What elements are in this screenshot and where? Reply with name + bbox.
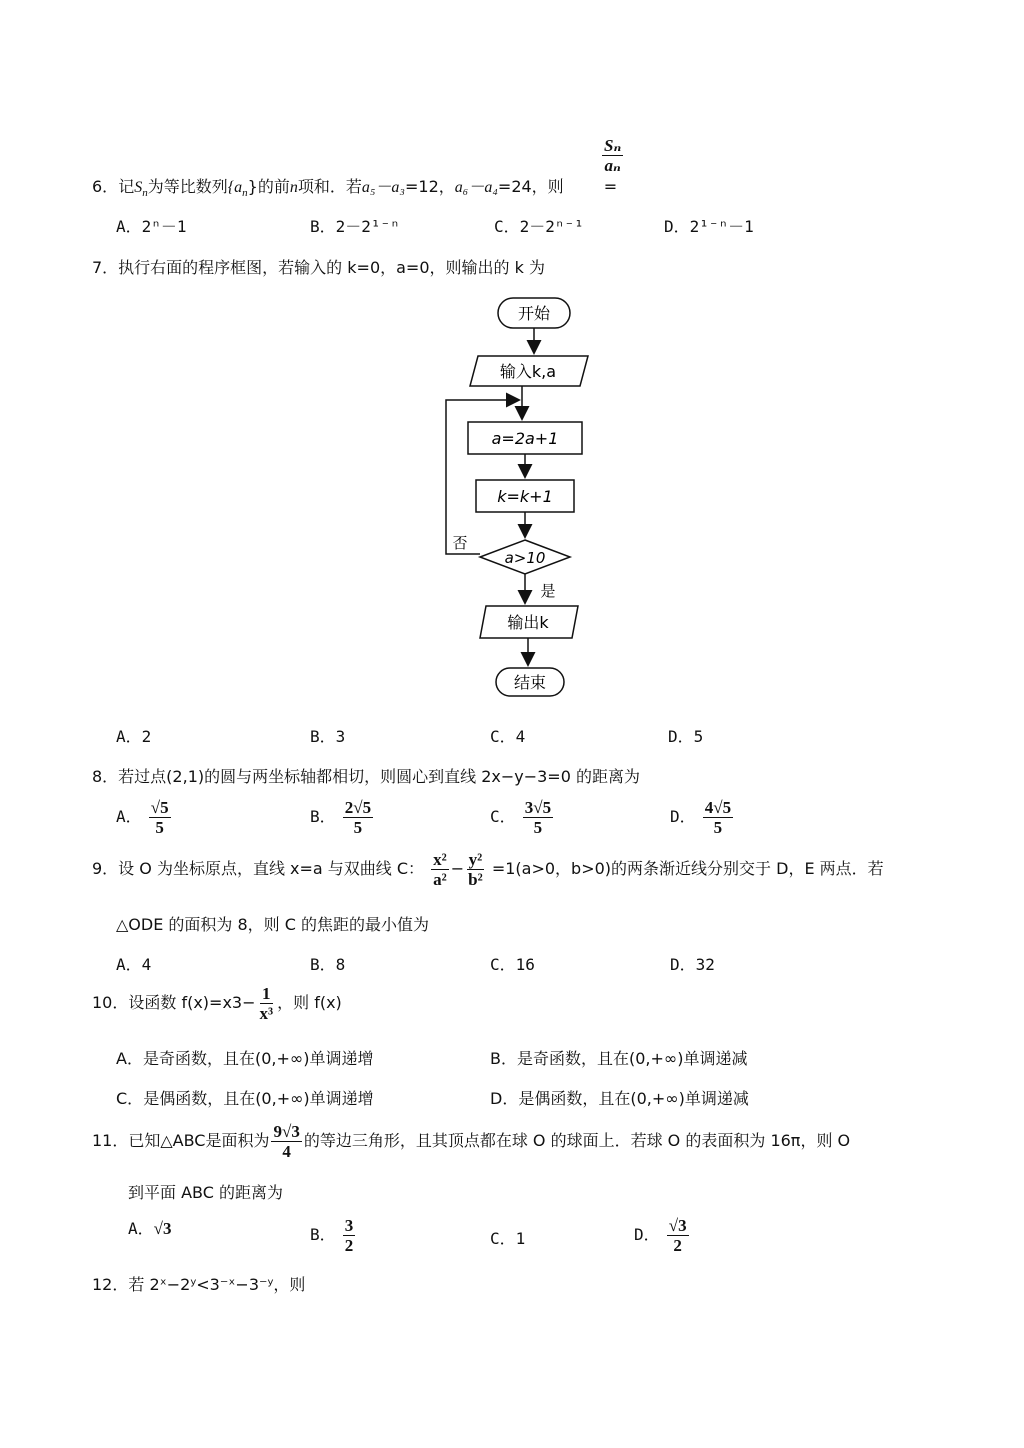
q6-seq-close: } (247, 177, 258, 196)
q6-seq-sub: n (242, 187, 248, 200)
q9-option-b: B．8 (310, 955, 346, 974)
q6-seq: {a (227, 179, 243, 196)
q9-stem (92, 850, 884, 889)
q7-option-b: B．3 (310, 727, 346, 746)
q6-option-b: B．2－2¹⁻ⁿ (310, 217, 400, 236)
q9-frac-x: $\frac{\text{x²}}{\text{a²}}$ (433, 850, 447, 889)
q7-option-d: D．5 (668, 727, 704, 746)
q6-Sn-sub: n (142, 187, 148, 200)
q11-option-b: B． $\frac{3}{2}$ (310, 1216, 354, 1255)
q8-option-b: B． $\frac{2√5}{5}$ (310, 798, 372, 837)
q9-minus: − (450, 859, 465, 878)
q7-flowchart (410, 290, 610, 700)
q6-fraction (602, 136, 623, 175)
q6-text-0: 记 (118, 177, 135, 196)
q6-text-5: =24，则 (497, 177, 564, 196)
q7-option-a: A．2 (116, 727, 152, 746)
q6-frac-numerator: Sₙ (604, 136, 622, 155)
flow-step1-label: a=2a+1 (491, 429, 559, 448)
q11-stem (92, 1122, 850, 1161)
q6-number: 6． (92, 177, 119, 196)
q9-option-d: D．32 (670, 955, 715, 974)
q10-stem (92, 984, 342, 1023)
q8-option-a: A． $\frac{√5}{5}$ (116, 798, 169, 837)
flow-no-label: 否 (452, 534, 468, 552)
q6-text-6: = (603, 177, 618, 196)
q9-text-b: =1(a>0，b>0)的两条渐近线分别交于 D，E 两点．若 (491, 859, 884, 878)
q11-text-b: 的等边三角形，且其顶点都在球 O 的球面上．若球 O 的表面积为 16π，则 O (303, 1131, 851, 1150)
q9-option-a: A．4 (116, 955, 152, 974)
flow-output-label: 输出k (507, 613, 549, 632)
q6-a5a3: a₅－a₃ (361, 179, 405, 196)
q6-text-2: 的前 (257, 177, 290, 196)
q9-frac-y: $\frac{\text{y²}}{\text{b²}}$ (468, 850, 483, 889)
q10-text-b: ，则 f(x) (277, 993, 342, 1012)
q6-text-4: =12， (404, 177, 455, 196)
q10-option-a: A．是奇函数，且在(0,+∞)单调递增 (116, 1049, 374, 1068)
flow-end-label: 结束 (513, 673, 547, 692)
q8-option-d: D． $\frac{4√5}{5}$ (670, 798, 732, 837)
q9-option-c: C．16 (490, 955, 535, 974)
q12-stem: 12．若 2ˣ−2ʸ<3⁻ˣ−3⁻ʸ，则 (92, 1275, 306, 1294)
q11-text-a: 11．已知△ABC是面积为 (92, 1131, 270, 1150)
q9-text-a: 9．设 O 为坐标原点，直线 x=a 与双曲线 C： (92, 859, 425, 878)
q6-a6a4: a₆－a₄ (454, 179, 498, 196)
q11-option-d: D． $\frac{√3}{2}$ (634, 1216, 687, 1255)
q11-line2: 到平面 ABC 的距离为 (128, 1183, 283, 1202)
q7-option-c: C．4 (490, 727, 526, 746)
flow-step2-label: k=k+1 (497, 487, 553, 506)
flow-input-label: 输入k,a (499, 362, 557, 381)
q6-option-d: D．2¹⁻ⁿ－1 (664, 217, 754, 236)
flow-yes-label: 是 (540, 582, 556, 600)
q7-stem: 7．执行右面的程序框图，若输入的 k=0，a=0，则输出的 k 为 (92, 258, 545, 277)
flow-start-label: 开始 (517, 304, 551, 323)
q8-stem: 8．若过点(2,1)的圆与两坐标轴都相切，则圆心到直线 2x−y−3=0 的距离为 (92, 767, 640, 786)
q6-option-c: C．2－2ⁿ⁻¹ (494, 217, 584, 236)
q6-stem (92, 174, 617, 199)
q6-text-3: 项和．若 (297, 177, 362, 196)
q10-option-b: B．是奇函数，且在(0,+∞)单调递减 (490, 1049, 748, 1068)
q11-frac: $\frac{9√3}{4}$ (273, 1122, 300, 1161)
q6-frac-denominator: aₙ (604, 156, 621, 175)
q6-option-a: A．2ⁿ－1 (116, 217, 187, 236)
q11-option-c: C．1 (490, 1229, 526, 1248)
q10-option-c: C．是偶函数，且在(0,+∞)单调递增 (116, 1089, 374, 1108)
flow-decision-label: a>10 (504, 549, 546, 567)
q6-text-1: 为等比数列 (147, 177, 228, 196)
q6-n: n (289, 179, 298, 196)
q11-option-a: A．√3 (128, 1219, 172, 1238)
q10-option-d: D．是偶函数，且在(0,+∞)单调递减 (490, 1089, 749, 1108)
q9-line2: △ODE 的面积为 8，则 C 的焦距的最小值为 (116, 915, 430, 934)
q6-Sn: S (134, 179, 143, 196)
q10-text-a: 10．设函数 f(x)=x3− (92, 993, 256, 1012)
q10-frac: $\frac{1}{\text{x³}}$ (259, 984, 274, 1023)
q8-option-c: C． $\frac{3√5}{5}$ (490, 798, 552, 837)
